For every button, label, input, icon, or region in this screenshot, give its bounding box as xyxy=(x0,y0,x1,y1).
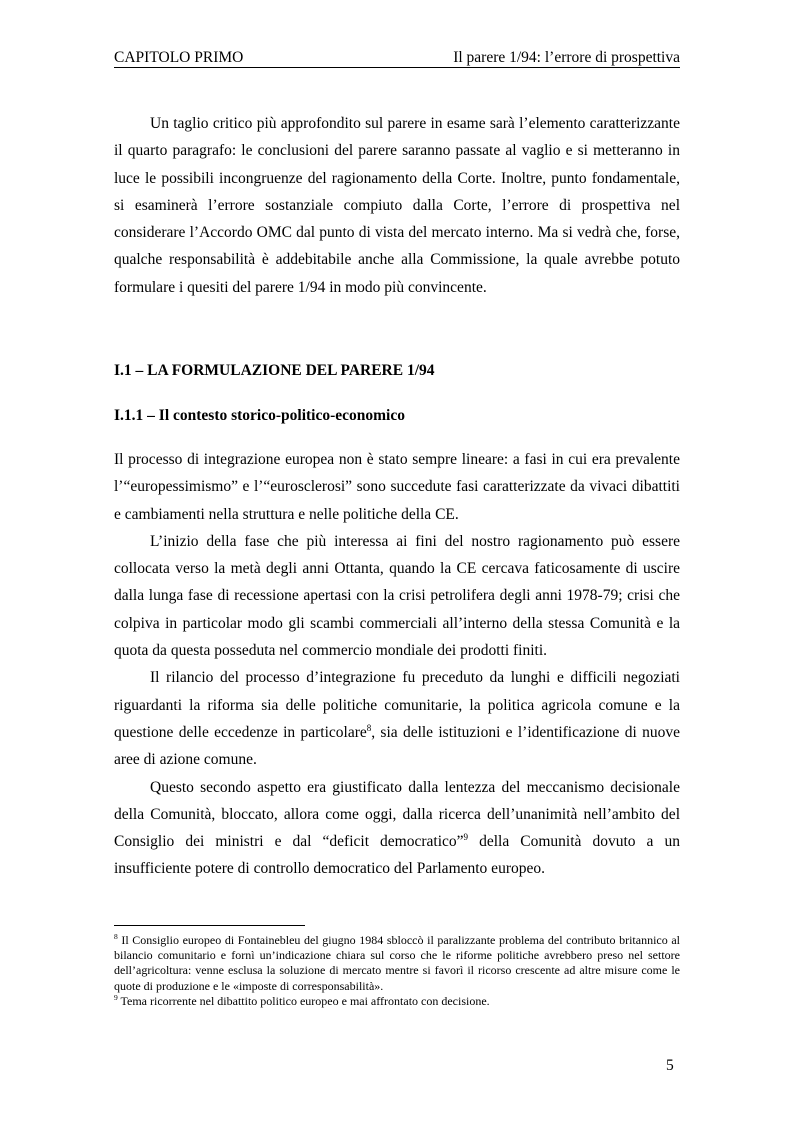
footnote-ref-9[interactable]: 9 xyxy=(463,832,469,843)
intro-paragraph: Un taglio critico più approfondito sul parere in esame sarà l’elemento caratterizzante il quarto paragrafo: le conclusioni del parere saranno passate al vaglio e si metteranno in luce le possibili incongruenze del ragionamento della Corte. Inoltre, punto fondamentale, si esaminerà l’errore sostanziale compiuto dalla Corte, l’errore di prospettiva nel considerare l’Accordo OMC dal punto di vista del mercato interno. Ma si vedrà che, forse, qualche responsabilità è addebitabile anche alla Commissione, la quale avrebbe potuto formulare i quesiti del parere 1/94 in modo più convincente. xyxy=(114,115,680,296)
paragraph-4-text-b: della Comunità dovuto a un insufficiente potere di controllo democratico del Parlamento europeo. xyxy=(114,833,680,878)
paragraph-3-text-a: Il rilancio del processo d’integrazione fu preceduto da lunghi e difficili negoziati riguardanti la riforma sia delle politiche comunitarie, la politica agricola comune e la questione delle eccedenze in particolare xyxy=(114,669,680,741)
footnote-number: 9 xyxy=(114,992,118,1002)
footnotes xyxy=(114,933,680,1009)
chapter-label: CAPITOLO PRIMO xyxy=(114,49,244,66)
footnote-9 xyxy=(114,994,680,1009)
paragraph-4-text-a: Questo secondo aspetto era giustificato dalla lentezza del meccanismo decisionale della Comunità, bloccato, allora come oggi, dalla ricerca dell’unanimità nell’ambito del Consiglio dei ministri e dal “deficit democratico” xyxy=(114,778,680,851)
footnote-ref-8[interactable]: 8 xyxy=(366,722,372,733)
paragraph-3-text-b: , sia delle istituzioni e l’identificazione di nuove aree di azione comune. xyxy=(114,723,680,769)
paragraph-3 xyxy=(114,664,680,773)
main-text xyxy=(114,446,680,883)
section-heading: I.1 – LA FORMULAZIONE DEL PARERE 1/94 xyxy=(114,362,435,379)
page-number: 5 xyxy=(666,1057,674,1074)
paragraph-2: L’inizio della fase che più interessa ai fini del nostro ragionamento può essere collocata verso la metà degli anni Ottanta, quando la CE cercava faticosamente di uscire dalla lunga fase di recessione apertasi con la crisi petrolifera degli anni 1978-79; crisi che colpiva in particolar modo gli scambi commerciali all’interno della stessa Comunità e la quota da questa posseduta nel commercio mondiale dei prodotti finiti. xyxy=(114,532,680,660)
intro-section xyxy=(114,110,680,301)
footnote-8 xyxy=(114,933,680,994)
footnote-text: Il Consiglio europeo di Fontainebleu del giugno 1984 sbloccò il paralizzante problema del contributo britannico al bilancio comunitario e fornì un’indicazione chiara sul corso che le riforme politiche avrebbero preso nel settore dell’agricoltura: venne esclusa la soluzione di mercato mentre si favorì il ricorso crescente ad altre misure come le quote di produzione e le «imposte di corresponsabilità». xyxy=(114,933,680,993)
paragraph-1: Il processo di integrazione europea non è stato sempre lineare: a fasi in cui era prevalente l’“europessimismo” e l’“eurosclerosi” sono succedute fasi caratterizzate da vivaci dibattiti e cambiamenti nella struttura e nelle politiche della CE. xyxy=(114,451,680,523)
subsection-heading: I.1.1 – Il contesto storico-politico-economico xyxy=(114,407,405,424)
paragraph-4 xyxy=(114,774,680,883)
running-header xyxy=(114,49,680,68)
footnote-text: Tema ricorrente nel dibattito politico europeo e mai affrontato con decisione. xyxy=(117,993,490,1008)
running-title: Il parere 1/94: l’errore di prospettiva xyxy=(453,49,680,66)
footnote-divider xyxy=(114,925,305,926)
footnote-number: 8 xyxy=(114,932,118,941)
